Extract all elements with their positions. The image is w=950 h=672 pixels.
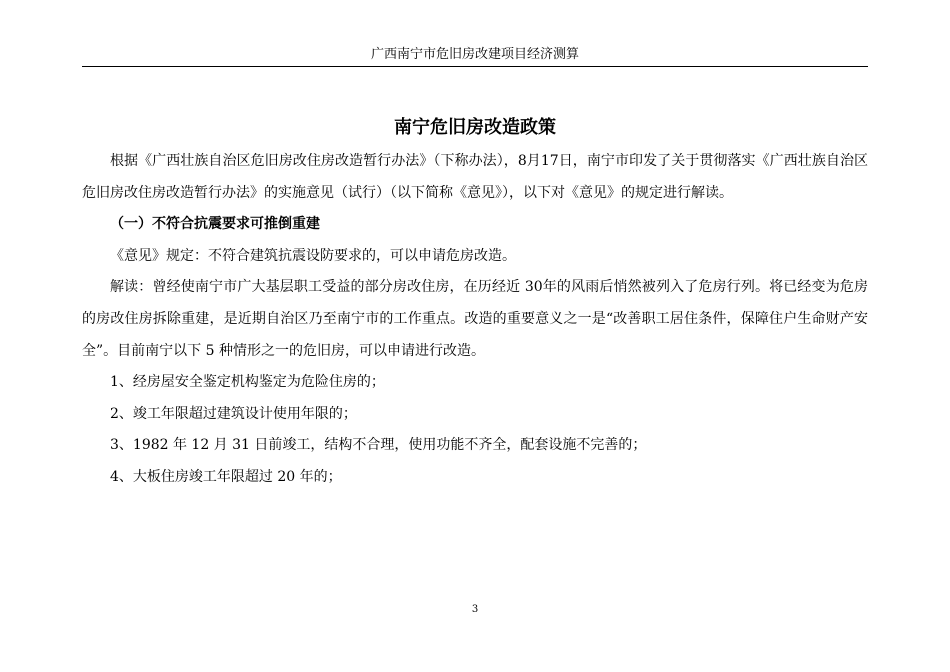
- interpretation-paragraph: 解读：曾经使南宁市广大基层职工受益的部分房改住房，在历经近 30年的风雨后悄然被列入了危房行列。将已经变为危房的房改住房拆除重建，是近期自治区乃至南宁市的工作重点。改造的重要意义之一是“改善职工居住条件，保障住户生命财产安全”。目前南宁以下 5 种情形之一的危旧房，可以申请进行改造。: [82, 279, 868, 359]
- list-item: 3、1982 年 12 月 31 日前竣工，结构不合理，使用功能不齐全，配套设施不完善的；: [110, 437, 647, 454]
- list-item: 1、经房屋安全鉴定机构鉴定为危险住房的；: [110, 374, 385, 391]
- document-title: 南宁危旧房改造政策: [394, 117, 556, 138]
- page-header: 广西南宁市危旧房改建项目经济测算: [370, 47, 579, 62]
- section-heading: （一）不符合抗震要求可推倒重建: [110, 216, 320, 233]
- list-item: 2、竣工年限超过建筑设计使用年限的；: [110, 405, 357, 422]
- intro-paragraph: 根据《广西壮族自治区危旧房改住房改造暂行办法》（下称办法），8月17日，南宁市印发了关于贯彻落实《广西壮族自治区危旧房改住房改造暂行办法》的实施意见（试行）（以下简称《意见》），以下对《意见》的规定进行解读。: [82, 153, 868, 201]
- list-item: 4、大板住房竣工年限超过 20 年的；: [110, 468, 342, 485]
- page-number: 3: [471, 604, 479, 615]
- regulation-paragraph: 《意见》规定：不符合建筑抗震设防要求的，可以申请危房改造。: [110, 247, 516, 264]
- header-divider: [82, 66, 868, 67]
- document-body: [82, 146, 868, 494]
